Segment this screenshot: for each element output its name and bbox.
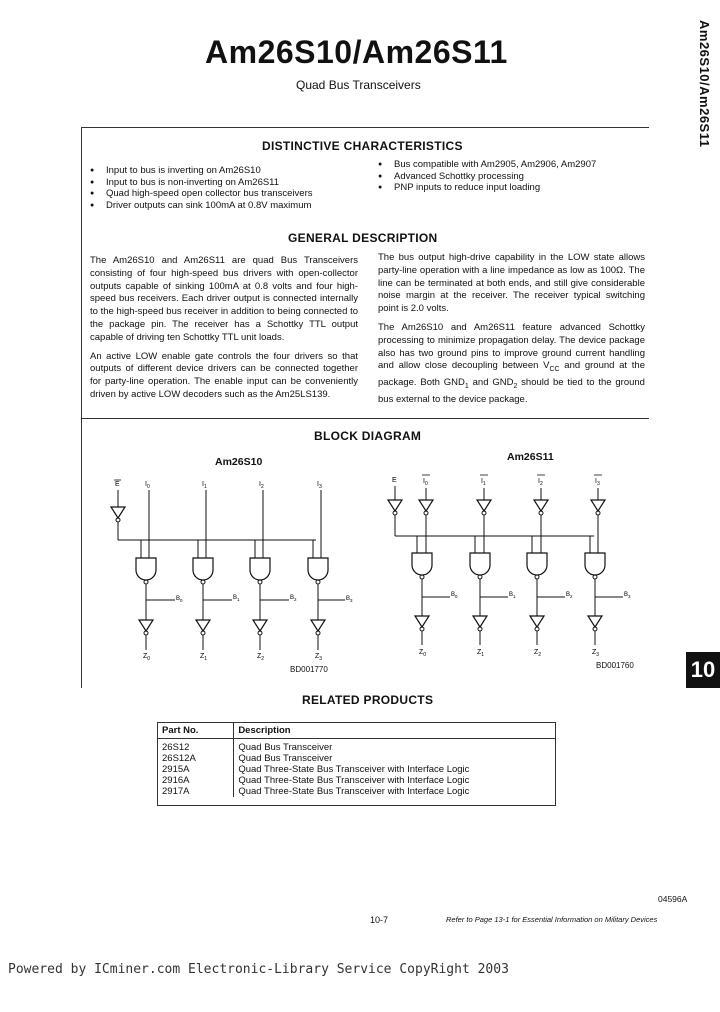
list-item: ● PNP inputs to reduce input loading <box>378 182 648 194</box>
svg-text:Z3: $Z_3$ <box>592 649 600 658</box>
am26s10-label: Am26S10 <box>215 456 263 468</box>
svg-text:Z3: $Z_3$ <box>315 653 323 662</box>
distinctive-heading: DISTINCTIVE CHARACTERISTICS <box>262 139 463 153</box>
table-row: 2915A Quad Three-State Bus Transceiver with Interface Logic <box>158 764 555 775</box>
svg-text:B2: $B_2$ <box>290 595 297 602</box>
section-tab: 10 <box>686 652 720 688</box>
svg-text:I0: $I_0$ <box>145 481 150 490</box>
list-item: ● Advanced Schottky processing <box>378 171 648 183</box>
svg-text:B0: $B_0$ <box>451 592 458 599</box>
general-paragraph: The Am26S10 and Am26S11 are quad Bus Transceivers consisting of four high-speed bus drivers with open-collector outputs capable of sinking 100mA at 0.8 volts and four high-speed bus receivers. Each driver output is connected internally to the high-speed bus receiver in addition to being connected to the package pin. The receiver has a Schottky TTL output capable of driving ten Schottky TTL unit loads. <box>90 255 358 343</box>
enable-inverter <box>388 500 402 515</box>
side-running-title: Am26S10/Am26S11 <box>697 20 712 148</box>
am26s11-diagram <box>388 475 631 658</box>
related-heading: RELATED PRODUCTS <box>302 693 434 707</box>
table-row: 26S12A Quad Bus Transceiver <box>158 753 555 764</box>
table-row: 26S12 Quad Bus Transceiver <box>158 739 555 754</box>
svg-text:B3: $B_3$ <box>624 592 631 599</box>
powered-by-line: Powered by ICminer.com Electronic-Library Service CopyRight 2003 <box>8 962 509 977</box>
svg-text:E: E <box>392 477 397 484</box>
svg-text:Z0: $Z_0$ <box>419 649 427 658</box>
svg-text:Z1: $Z_1$ <box>477 649 485 658</box>
page-number: 10-7 <box>370 915 389 925</box>
general-paragraph: The bus output high-drive capability in the LOW state allows party-line operation with a line impedance as low as 100Ω. The line can be terminated at both ends, and still give considerable noise margin at the receiver. The receiver typical switching point is 2.0 volts. <box>378 252 645 315</box>
svg-text:I1: $I_1$ <box>202 481 207 490</box>
page-subtitle: Quad Bus Transceivers <box>296 78 421 92</box>
list-item: ● Input to bus is inverting on Am26S10 <box>90 165 375 177</box>
svg-text:I3: $I_3$ <box>317 481 322 490</box>
svg-text:E: E <box>115 481 120 488</box>
related-table-frame <box>157 722 556 806</box>
general-heading: GENERAL DESCRIPTION <box>288 231 438 245</box>
am26s11-channel-2 <box>527 475 573 658</box>
svg-text:B2: $B_2$ <box>566 592 573 599</box>
svg-text:Z2: $Z_2$ <box>257 653 265 662</box>
am26s10-channel-2 <box>250 481 297 662</box>
svg-text:B1: $B_1$ <box>233 595 240 602</box>
svg-text:I3: $I_3$ <box>595 478 600 487</box>
am26s11-channel-1 <box>470 475 516 658</box>
document-number: 04596A <box>658 894 688 904</box>
right-figure-ref: BD001760 <box>596 661 634 670</box>
enable-inverter <box>111 507 125 522</box>
svg-text:Z2: $Z_2$ <box>534 649 542 658</box>
table-row: 2917A Quad Three-State Bus Transceiver with Interface Logic <box>158 786 555 797</box>
svg-text:B1: $B_1$ <box>509 592 516 599</box>
svg-text:I0: $I_0$ <box>423 478 428 487</box>
svg-text:I1: $I_1$ <box>481 478 486 487</box>
page-title: Am26S10/Am26S11 <box>205 34 508 70</box>
am26s10-channel-1 <box>193 481 240 662</box>
col-desc-header: Description <box>234 723 555 739</box>
left-figure-ref: BD001770 <box>290 665 328 674</box>
svg-text:I2: $I_2$ <box>538 478 543 487</box>
am26s10-channel-0 <box>136 481 183 662</box>
svg-text:I2: $I_2$ <box>259 481 264 490</box>
svg-text:B3: $B_3$ <box>346 596 353 603</box>
general-paragraph: The Am26S10 and Am26S11 feature advanced Schottky processing to minimize propagation delay. The device package also has two ground pins to improve ground current handling and allow close decoupling between $V_{CC}$ and ground at the package. Both $GND_1$ and $GND_2$ should be tied to the ground bus external to the device package. <box>378 321 645 405</box>
am26s11-channel-0 <box>412 475 458 658</box>
am26s11-label: Am26S11 <box>507 451 554 463</box>
military-note: Refer to Page 13-1 for Essential Information on Military Devices <box>446 915 658 924</box>
block-diagram-heading: BLOCK DIAGRAM <box>314 429 422 443</box>
am26s11-channel-3 <box>585 475 631 658</box>
table-row: 2916A Quad Three-State Bus Transceiver with Interface Logic <box>158 775 555 786</box>
am26s10-channel-3 <box>308 481 353 662</box>
list-item: ● Driver outputs can sink 100mA at 0.8V maximum <box>90 200 375 212</box>
svg-text:Z1: $Z_1$ <box>200 653 208 662</box>
am26s10-diagram <box>111 480 353 662</box>
list-item: ● Bus compatible with Am2905, Am2906, Am2907 <box>378 159 648 171</box>
list-item: ● Quad high-speed open collector bus transceivers <box>90 188 375 200</box>
list-item: ● Input to bus is non-inverting on Am26S11 <box>90 177 375 189</box>
col-part-header: Part No. <box>158 723 234 739</box>
table-header-row <box>158 723 555 739</box>
general-paragraph: An active LOW enable gate controls the four drivers so that outputs of different device drivers can be connected together for party-line operation. The enable input can be conveniently driven by active LOW decoders such as the Am25LS139. <box>90 350 358 400</box>
related-table <box>158 723 555 797</box>
svg-text:B0: $B_0$ <box>176 596 183 603</box>
svg-text:Z0: $Z_0$ <box>143 653 151 662</box>
